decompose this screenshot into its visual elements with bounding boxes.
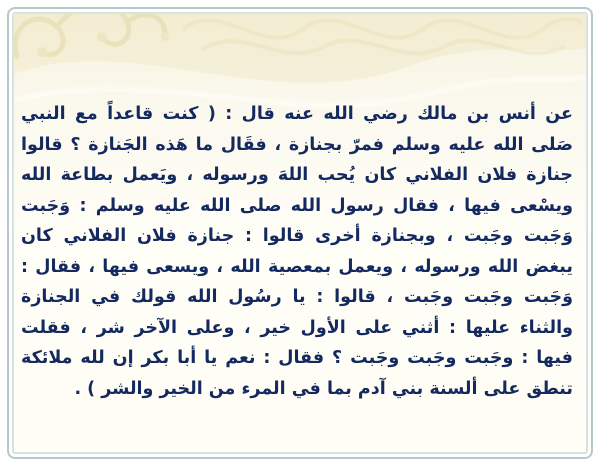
text-card [7,7,593,459]
text-line: وَجَبت وجَبت وجَبت ، قالوا : يا رسُول الله قولك في الجنازة [21,287,573,307]
top-border-ornament-icon [183,7,583,69]
text-line: والثناء عليها : أثني على الأول خير ، وعلى الآخر شر ، فقلت [21,317,573,338]
text-line: صَلى الله عليه وسلم فمرّ بجنازة ، فقَال ما هَذه الجَنازة ؟ قالوا [21,134,573,155]
text-line: عن أنس بن مالك رضي الله عنه قال : ( كنت قاعداً مع النبي [21,104,573,124]
text-line: ويسْعى فيها ، فقال رسول الله صلى الله عليه وسلم : وَجَبت [21,195,573,216]
text-line: جنازة فلان الفلاني كان يُحب اللهَ ورسوله ، ويَعمل بطاعة الله [21,165,573,185]
text-line: وَجَبت وجَبت ، وبجنازة أخرى قالوا : جنازة فلان الفلاني كان [21,226,573,246]
floral-ornament-icon [7,7,177,77]
text-line: فيها : وجَبت وجَبت وجَبت ؟ فقال : نعم يا أبا بكر إن لله ملائكة [21,348,573,368]
text-line: يبغض الله ورسوله ، ويعمل بمعصية الله ، ويسعى فيها ، فقال : [21,256,573,277]
hadith-text [21,99,573,404]
text-line: تنطق على ألسنة بني آدم بما في المرء من الخير والشر ) . [74,378,573,399]
